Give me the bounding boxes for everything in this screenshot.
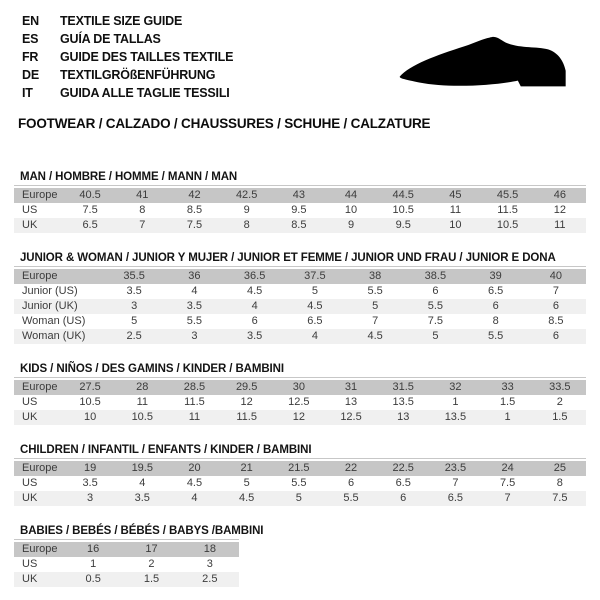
table-row xyxy=(14,380,586,395)
size-cell: 6 xyxy=(251,315,258,327)
size-cell: 10 xyxy=(429,218,481,233)
size-section-kids xyxy=(14,363,600,425)
size-cell: 18 xyxy=(181,542,239,557)
size-cell: 5 xyxy=(243,477,250,489)
size-cell: 11 xyxy=(168,410,220,425)
size-cell: 1.5 xyxy=(499,396,516,408)
row-label: US xyxy=(22,477,38,489)
size-cell: 8.5 xyxy=(273,218,325,233)
table-row xyxy=(14,461,586,476)
size-cell: 3.5 xyxy=(82,477,98,489)
size-cell: 6 xyxy=(466,299,526,314)
size-cell: 5.5 xyxy=(367,285,383,297)
table-children xyxy=(14,458,600,506)
size-cell: 10.5 xyxy=(79,396,101,408)
row-label: Europe xyxy=(14,542,64,557)
size-cell: 7 xyxy=(482,491,534,506)
size-cell: 4.5 xyxy=(345,329,405,344)
table-row xyxy=(14,542,239,557)
size-cell: 5 xyxy=(273,491,325,506)
size-cell: 19.5 xyxy=(116,461,168,476)
size-cell: 3.5 xyxy=(126,285,142,297)
table-man xyxy=(14,185,600,233)
size-table-babies xyxy=(14,542,239,587)
size-table-body xyxy=(14,461,586,506)
size-cell: 7 xyxy=(552,285,559,297)
size-cell: 7.5 xyxy=(82,204,98,216)
size-cell: 7 xyxy=(372,315,379,327)
size-cell: 13.5 xyxy=(429,410,481,425)
size-cell: 21.5 xyxy=(273,461,325,476)
table-row xyxy=(14,572,239,587)
size-cell: 4.5 xyxy=(285,299,345,314)
language-code: FR xyxy=(22,50,39,64)
table-row xyxy=(14,188,586,203)
size-cell: 10.5 xyxy=(392,204,414,216)
size-cell: 9 xyxy=(325,218,377,233)
size-cell: 6 xyxy=(526,329,586,344)
size-cell: 6.5 xyxy=(429,491,481,506)
size-table-body xyxy=(14,269,586,344)
size-cell: 41 xyxy=(116,188,168,203)
size-cell: 8 xyxy=(556,477,563,489)
size-section-babies xyxy=(14,525,600,587)
size-cell: 5.5 xyxy=(325,491,377,506)
size-section-junior-woman xyxy=(14,252,600,344)
size-cell: 42.5 xyxy=(221,188,273,203)
size-cell: 4 xyxy=(225,299,285,314)
size-cell: 19 xyxy=(64,461,116,476)
size-cell: 21 xyxy=(221,461,273,476)
size-cell: 4 xyxy=(168,491,220,506)
size-cell: 8 xyxy=(139,204,146,216)
size-cell: 20 xyxy=(168,461,220,476)
size-cell: 4.5 xyxy=(186,477,203,489)
size-cell: 5 xyxy=(131,315,138,327)
table-row xyxy=(14,299,586,314)
size-cell: 7 xyxy=(452,477,459,489)
size-table-junior-woman xyxy=(14,269,586,344)
size-cell: 2 xyxy=(556,396,563,408)
table-row xyxy=(14,284,586,299)
size-cell: 6 xyxy=(432,285,439,297)
size-cell: 1.5 xyxy=(534,410,586,425)
size-table-body xyxy=(14,380,586,425)
table-row xyxy=(14,557,239,572)
size-cell: 5.5 xyxy=(405,299,465,314)
size-cell: 7.5 xyxy=(427,315,444,327)
size-cell: 4 xyxy=(285,329,345,344)
size-cell: 8.5 xyxy=(548,315,564,327)
category-title: FOOTWEAR / CALZADO / CHAUSSURES / SCHUHE / CALZATURE xyxy=(18,116,431,131)
size-cell: 31.5 xyxy=(377,380,429,395)
size-cell: 4 xyxy=(139,477,146,489)
size-cell: 12 xyxy=(553,204,566,216)
row-label: Europe xyxy=(14,461,64,476)
size-cell: 0.5 xyxy=(64,572,122,587)
row-label: UK xyxy=(14,491,64,506)
language-code: ES xyxy=(22,32,39,46)
size-cell: 12 xyxy=(273,410,325,425)
row-label: Junior (US) xyxy=(22,285,78,297)
size-cell: 42 xyxy=(168,188,220,203)
size-section-man xyxy=(14,171,600,233)
size-cell: 4.5 xyxy=(246,285,263,297)
size-cell: 3 xyxy=(164,329,224,344)
size-cell: 11 xyxy=(449,204,462,216)
size-cell: 30 xyxy=(273,380,325,395)
size-cell: 22.5 xyxy=(377,461,429,476)
size-cell: 11 xyxy=(534,218,586,233)
section-title-kids: KIDS / NIÑOS / DES GAMINS / KINDER / BAMBINI xyxy=(20,363,284,375)
size-cell: 3 xyxy=(104,299,164,314)
size-table-kids xyxy=(14,380,586,425)
size-cell: 37.5 xyxy=(285,269,345,284)
size-cell: 43 xyxy=(273,188,325,203)
table-row xyxy=(14,314,586,329)
size-cell: 5.5 xyxy=(466,329,526,344)
size-cell: 5.5 xyxy=(291,477,307,489)
row-label: Woman (US) xyxy=(22,315,86,327)
size-cell: 8 xyxy=(221,218,273,233)
size-cell: 29.5 xyxy=(221,380,273,395)
language-code: EN xyxy=(22,14,39,28)
shoe-silhouette-path xyxy=(400,37,566,87)
language-code: IT xyxy=(22,86,33,100)
language-label: GUIDA ALLE TAGLIE TESSILI xyxy=(60,86,230,100)
section-title-man: MAN / HOMBRE / HOMME / MANN / MAN xyxy=(20,171,238,183)
size-cell: 11.5 xyxy=(497,204,518,216)
size-cell: 33 xyxy=(482,380,534,395)
table-row xyxy=(14,395,586,410)
size-cell: 13.5 xyxy=(392,396,414,408)
size-cell: 3.5 xyxy=(116,491,168,506)
size-cell: 6 xyxy=(526,299,586,314)
size-cell: 44 xyxy=(325,188,377,203)
size-table-body xyxy=(14,188,586,233)
row-label: Woman (UK) xyxy=(14,329,104,344)
size-cell: 28.5 xyxy=(168,380,220,395)
section-title-babies: BABIES / BEBÉS / BÉBÉS / BABYS /BAMBINI xyxy=(20,525,264,537)
size-cell: 16 xyxy=(64,542,122,557)
size-cell: 6.5 xyxy=(395,477,411,489)
language-label: TEXTILE SIZE GUIDE xyxy=(60,14,183,28)
size-cell: 13 xyxy=(377,410,429,425)
size-cell: 24 xyxy=(482,461,534,476)
size-cell: 3.5 xyxy=(225,329,285,344)
size-cell: 8.5 xyxy=(186,204,203,216)
size-cell: 1 xyxy=(452,396,459,408)
size-cell: 35.5 xyxy=(104,269,164,284)
size-cell: 32 xyxy=(429,380,481,395)
table-row xyxy=(14,218,586,233)
size-cell: 1.5 xyxy=(122,572,180,587)
page-header xyxy=(0,0,600,131)
size-cell: 7.5 xyxy=(534,491,586,506)
size-cell: 31 xyxy=(325,380,377,395)
table-row xyxy=(14,203,586,218)
row-label: US xyxy=(22,558,38,570)
table-topline xyxy=(14,266,586,267)
size-cell: 13 xyxy=(344,396,358,408)
table-row xyxy=(14,410,586,425)
size-cell: 6.5 xyxy=(487,285,504,297)
size-cell: 12.5 xyxy=(325,410,377,425)
row-label: Europe xyxy=(14,380,64,395)
size-cell: 3 xyxy=(64,491,116,506)
size-cell: 1 xyxy=(90,558,97,570)
size-cell: 12.5 xyxy=(288,396,310,408)
size-cell: 7.5 xyxy=(168,218,220,233)
size-cell: 10 xyxy=(344,204,358,216)
row-label: US xyxy=(22,204,38,216)
table-row xyxy=(14,491,586,506)
size-cell: 25 xyxy=(534,461,586,476)
size-cell: 10 xyxy=(64,410,116,425)
row-label: Junior (UK) xyxy=(14,299,104,314)
row-label: UK xyxy=(14,410,64,425)
table-topline xyxy=(14,539,239,540)
size-cell: 46 xyxy=(534,188,586,203)
section-title-junior-woman: JUNIOR & WOMAN / JUNIOR Y MUJER / JUNIOR ET FEMME / JUNIOR UND FRAU / JUNIOR E DONA xyxy=(20,252,556,264)
size-table-body xyxy=(14,542,239,587)
size-cell: 11.5 xyxy=(184,396,205,408)
section-title-children: CHILDREN / INFANTIL / ENFANTS / KINDER / BAMBINI xyxy=(20,444,312,456)
size-cell: 38.5 xyxy=(405,269,465,284)
size-cell: 45.5 xyxy=(482,188,534,203)
row-label: UK xyxy=(14,218,64,233)
size-cell: 5 xyxy=(405,329,465,344)
size-cell: 10.5 xyxy=(116,410,168,425)
size-cell: 11 xyxy=(136,396,148,408)
size-table-man xyxy=(14,188,586,233)
size-cell: 22 xyxy=(325,461,377,476)
size-cell: 11.5 xyxy=(221,410,273,425)
language-label: GUÍA DE TALLAS xyxy=(60,32,161,46)
language-label: TEXTILGRÖßENFÜHRUNG xyxy=(60,68,216,82)
size-cell: 6 xyxy=(377,491,429,506)
row-label: UK xyxy=(14,572,64,587)
table-row xyxy=(14,269,586,284)
row-label: Europe xyxy=(14,269,104,284)
size-cell: 2 xyxy=(148,558,155,570)
size-cell: 27.5 xyxy=(64,380,116,395)
shoe-icon xyxy=(388,14,593,112)
size-cell: 36 xyxy=(164,269,224,284)
table-babies xyxy=(14,539,600,587)
size-cell: 23.5 xyxy=(429,461,481,476)
table-topline xyxy=(14,377,586,378)
size-cell: 5 xyxy=(311,285,318,297)
size-cell: 9.5 xyxy=(291,204,307,216)
language-label: GUIDE DES TAILLES TEXTILE xyxy=(60,50,234,64)
size-cell: 1 xyxy=(482,410,534,425)
size-cell: 7.5 xyxy=(499,477,516,489)
size-tables xyxy=(0,171,600,587)
language-code: DE xyxy=(22,68,39,82)
size-cell: 36.5 xyxy=(225,269,285,284)
size-cell: 6 xyxy=(347,477,355,489)
size-cell: 6.5 xyxy=(64,218,116,233)
size-cell: 7 xyxy=(116,218,168,233)
table-topline xyxy=(14,185,586,186)
size-cell: 9.5 xyxy=(377,218,429,233)
table-row xyxy=(14,329,586,344)
size-cell: 10.5 xyxy=(482,218,534,233)
size-cell: 4.5 xyxy=(221,491,273,506)
size-cell: 4 xyxy=(191,285,198,297)
size-cell: 44.5 xyxy=(377,188,429,203)
size-cell: 45 xyxy=(429,188,481,203)
table-junior-woman xyxy=(14,266,600,344)
size-cell: 2.5 xyxy=(104,329,164,344)
row-label: Europe xyxy=(14,188,64,203)
row-label: US xyxy=(22,396,38,408)
size-cell: 3.5 xyxy=(164,299,224,314)
size-cell: 3 xyxy=(206,558,213,570)
size-cell: 33.5 xyxy=(534,380,586,395)
size-cell: 5.5 xyxy=(186,315,203,327)
size-cell: 28 xyxy=(116,380,168,395)
size-cell: 2.5 xyxy=(181,572,239,587)
size-cell: 38 xyxy=(345,269,405,284)
table-topline xyxy=(14,458,586,459)
size-cell: 40.5 xyxy=(64,188,116,203)
table-row xyxy=(14,476,586,491)
size-cell: 39 xyxy=(466,269,526,284)
size-cell: 8 xyxy=(492,315,499,327)
size-cell: 6.5 xyxy=(307,315,323,327)
size-table-children xyxy=(14,461,586,506)
size-cell: 9 xyxy=(243,204,250,216)
size-cell: 12 xyxy=(240,396,253,408)
table-kids xyxy=(14,377,600,425)
size-cell: 17 xyxy=(122,542,180,557)
size-section-children xyxy=(14,444,600,506)
size-cell: 40 xyxy=(526,269,586,284)
size-cell: 5 xyxy=(345,299,405,314)
